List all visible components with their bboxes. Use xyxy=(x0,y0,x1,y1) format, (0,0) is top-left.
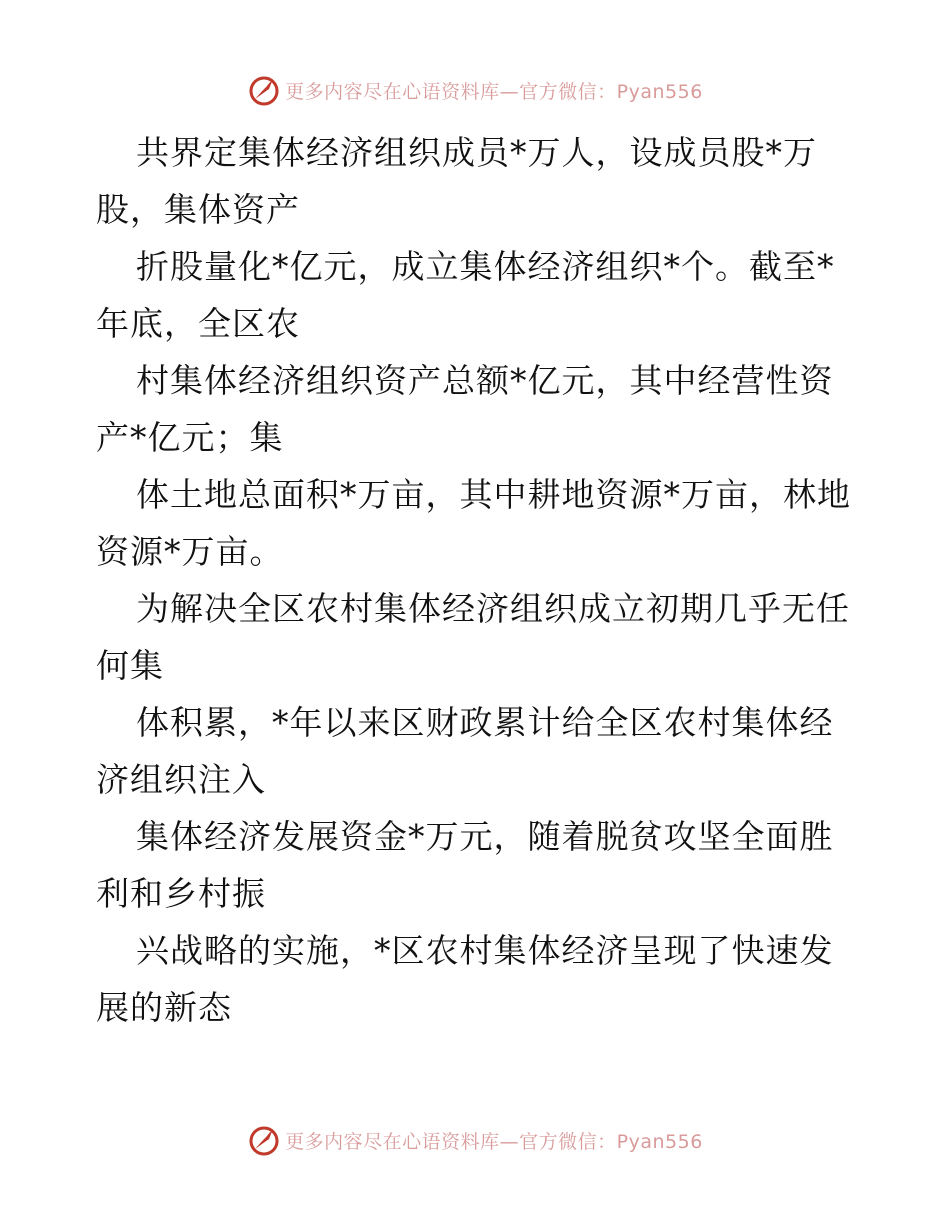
document-body xyxy=(96,124,866,1036)
paragraph-line: 共界定集体经济组织成员*万人，设成员股*万 xyxy=(136,133,817,172)
paragraph-line: 产*亿元；集 xyxy=(96,418,284,457)
paragraph-line: 展的新态 xyxy=(96,988,232,1027)
paragraph-line: 济组织注入 xyxy=(96,760,266,799)
paragraph-line: 股，集体资产 xyxy=(96,190,300,229)
quill-logo-icon xyxy=(247,73,281,107)
paragraph xyxy=(96,694,866,808)
paragraph xyxy=(96,808,866,922)
paragraph-line: 为解决全区农村集体经济组织成立初期几乎无任 xyxy=(136,589,850,628)
paragraph xyxy=(96,238,866,352)
footer-watermark-text: 更多内容尽在心语资料库—官方微信：Pyan556 xyxy=(285,1130,703,1153)
paragraph-line: 资源*万亩。 xyxy=(96,532,284,571)
paragraph-line: 兴战略的实施，*区农村集体经济呈现了快速发 xyxy=(136,931,834,970)
quill-logo-icon xyxy=(247,1123,281,1157)
paragraph-line: 何集 xyxy=(96,646,164,685)
paragraph-line: 年底，全区农 xyxy=(96,304,300,343)
paragraph-line: 折股量化*亿元，成立集体经济组织*个。截至* xyxy=(136,247,835,286)
paragraph-line: 村集体经济组织资产总额*亿元，其中经营性资 xyxy=(136,361,834,400)
footer-watermark-banner xyxy=(0,1120,950,1160)
paragraph-line: 体积累，*年以来区财政累计给全区农村集体经 xyxy=(136,703,834,742)
paragraph-line: 体土地总面积*万亩，其中耕地资源*万亩，林地 xyxy=(136,475,851,514)
paragraph xyxy=(96,352,866,466)
header-watermark-text: 更多内容尽在心语资料库—官方微信：Pyan556 xyxy=(285,80,703,103)
header-watermark-banner xyxy=(0,70,950,110)
paragraph xyxy=(96,922,866,1036)
paragraph xyxy=(96,124,866,238)
paragraph xyxy=(96,466,866,580)
paragraph-line: 集体经济发展资金*万元，随着脱贫攻坚全面胜 xyxy=(136,817,834,856)
paragraph-line: 利和乡村振 xyxy=(96,874,266,913)
paragraph xyxy=(96,580,866,694)
